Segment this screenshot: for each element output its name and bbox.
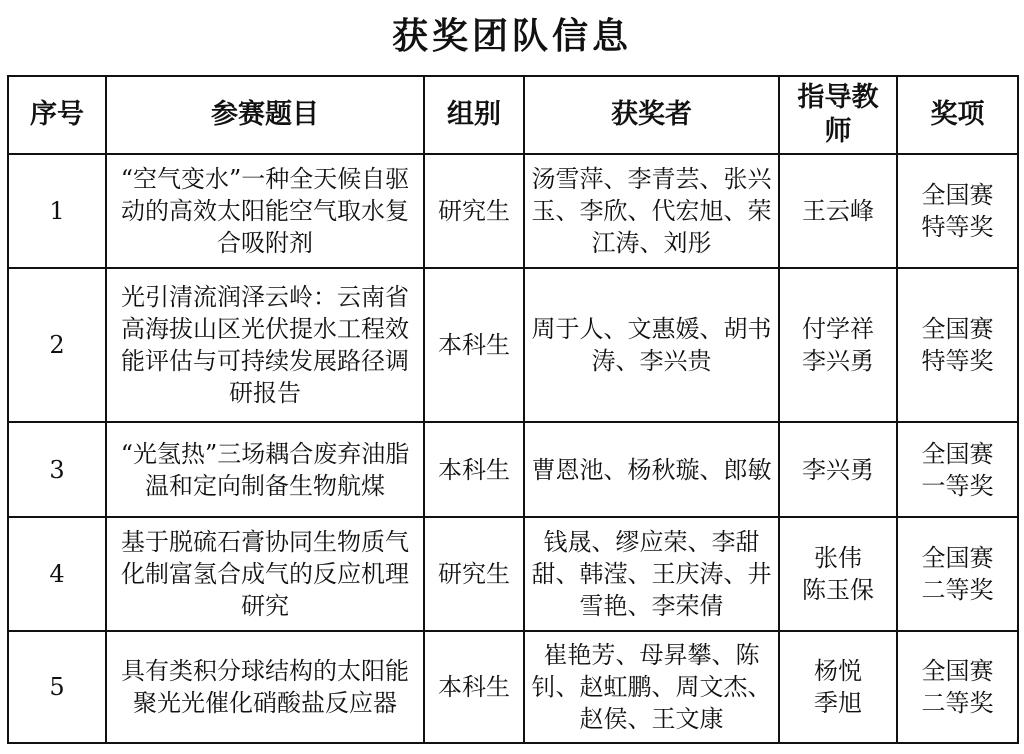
row-group: 本科生 [424,422,524,517]
row-winners: 曹恩池、杨秋璇、郎敏 [524,422,779,517]
header-teacher: 指导教 师 [779,76,897,154]
row-index: 5 [8,631,106,743]
table-header-row [8,76,1018,154]
row-winners: 周于人、文惠媛、胡书涛、李兴贵 [524,268,779,422]
row-teacher: 付学祥 李兴勇 [779,268,897,422]
row-winners: 钱晟、缪应荣、李甜甜、韩滢、王庆涛、井雪艳、李荣倩 [524,517,779,631]
row-index: 4 [8,517,106,631]
row-award: 全国赛 特等奖 [897,154,1018,268]
row-topic: 光引清流润泽云岭：云南省高海拔山区光伏提水工程效能评估与可持续发展路径调研报告 [106,268,424,422]
table-row [8,631,1018,743]
row-teacher: 李兴勇 [779,422,897,517]
row-award: 全国赛 特等奖 [897,268,1018,422]
table-row [8,422,1018,517]
row-award: 全国赛 一等奖 [897,422,1018,517]
header-index: 序号 [8,76,106,154]
row-index: 1 [8,154,106,268]
row-topic: “光氢热”三场耦合废弃油脂温和定向制备生物航煤 [106,422,424,517]
row-topic: “空气变水”一种全天候自驱动的高效太阳能空气取水复合吸附剂 [106,154,424,268]
row-index: 2 [8,268,106,422]
table-row [8,268,1018,422]
header-topic: 参赛题目 [106,76,424,154]
table-row [8,154,1018,268]
row-topic: 基于脱硫石膏协同生物质气化制富氢合成气的反应机理研究 [106,517,424,631]
row-group: 本科生 [424,268,524,422]
row-teacher: 王云峰 [779,154,897,268]
row-teacher: 张伟 陈玉保 [779,517,897,631]
table-row [8,517,1018,631]
header-winners: 获奖者 [524,76,779,154]
row-group: 研究生 [424,517,524,631]
header-award: 奖项 [897,76,1018,154]
row-winners: 汤雪萍、李青芸、张兴玉、李欣、代宏旭、荣江涛、刘彤 [524,154,779,268]
header-group: 组别 [424,76,524,154]
row-topic: 具有类积分球结构的太阳能聚光光催化硝酸盐反应器 [106,631,424,743]
row-award: 全国赛 二等奖 [897,517,1018,631]
row-group: 研究生 [424,154,524,268]
row-group: 本科生 [424,631,524,743]
row-index: 3 [8,422,106,517]
row-award: 全国赛 二等奖 [897,631,1018,743]
row-teacher: 杨悦 季旭 [779,631,897,743]
award-team-table [7,75,1019,744]
row-winners: 崔艳芳、母昇攀、陈钊、赵虹鹏、周文杰、赵侯、王文康 [524,631,779,743]
page-title: 获奖团队信息 [391,15,632,57]
